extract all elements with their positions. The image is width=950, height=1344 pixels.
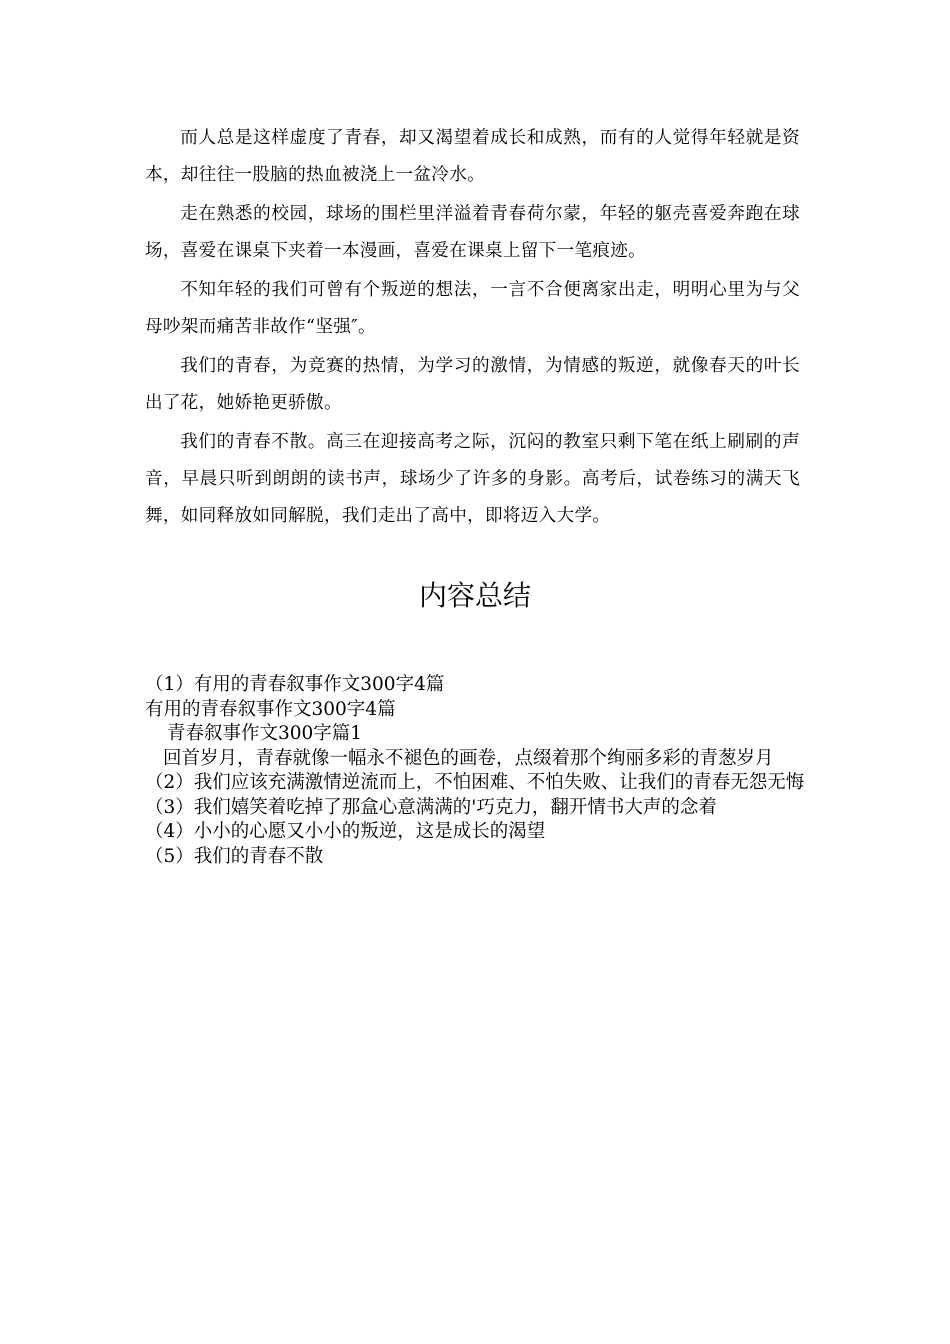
essay-body <box>145 120 800 537</box>
paragraph: 我们的青春不散。高三在迎接高考之际，沉闷的教室只剩下笔在纸上刷刷的声音，早晨只听到朗朗的读书声，球场少了许多的身影。高考后，试卷练习的满天飞舞，如同释放如同解脱，我们走出了高中，即将迈入大学。 <box>145 432 800 526</box>
summary-line: （3）我们嬉笑着吃掉了那盒心意满满的'巧克力，翻开情书大声的念着 <box>145 796 717 818</box>
paragraph: 走在熟悉的校园，球场的围栏里洋溢着青春荷尔蒙，年轻的躯壳喜爱奔跑在球场，喜爱在课桌下夹着一本漫画，喜爱在课桌上留下一笔痕迹。 <box>145 204 800 261</box>
summary-list <box>145 673 805 869</box>
summary-line: 青春叙事作文300字篇1 <box>167 723 363 744</box>
summary-line: 回首岁月，青春就像一幅永不褪色的画卷，点缀着那个绚丽多彩的青葱岁月 <box>163 747 774 769</box>
summary-line: 有用的青春叙事作文300字4篇 <box>145 698 396 720</box>
summary-line: （4）小小的心愿又小小的叛逆，这是成长的渴望 <box>145 821 546 842</box>
paragraph: 我们的青春，为竞赛的热情，为学习的激情，为情感的叛逆，就像春天的叶长出了花，她娇艳更骄傲。 <box>145 356 800 413</box>
summary-line: （2）我们应该充满激情逆流而上，不怕困难、不怕失败、让我们的青春无怨无悔 <box>145 772 805 793</box>
paragraph: 而人总是这样虚度了青春，却又渴望着成长和成熟，而有的人觉得年轻就是资本，却往往一股脑的热血被浇上一盆冷水。 <box>145 128 800 185</box>
summary-heading: 内容总结 <box>418 579 531 612</box>
summary-line: （5）我们的青春不散 <box>145 845 324 867</box>
paragraph: 不知年轻的我们可曾有个叛逆的想法，一言不合便离家出走，明明心里为与父母吵架而痛苦非故作“坚强″。 <box>145 280 800 337</box>
summary-line: （1）有用的青春叙事作文300字4篇 <box>145 674 445 695</box>
